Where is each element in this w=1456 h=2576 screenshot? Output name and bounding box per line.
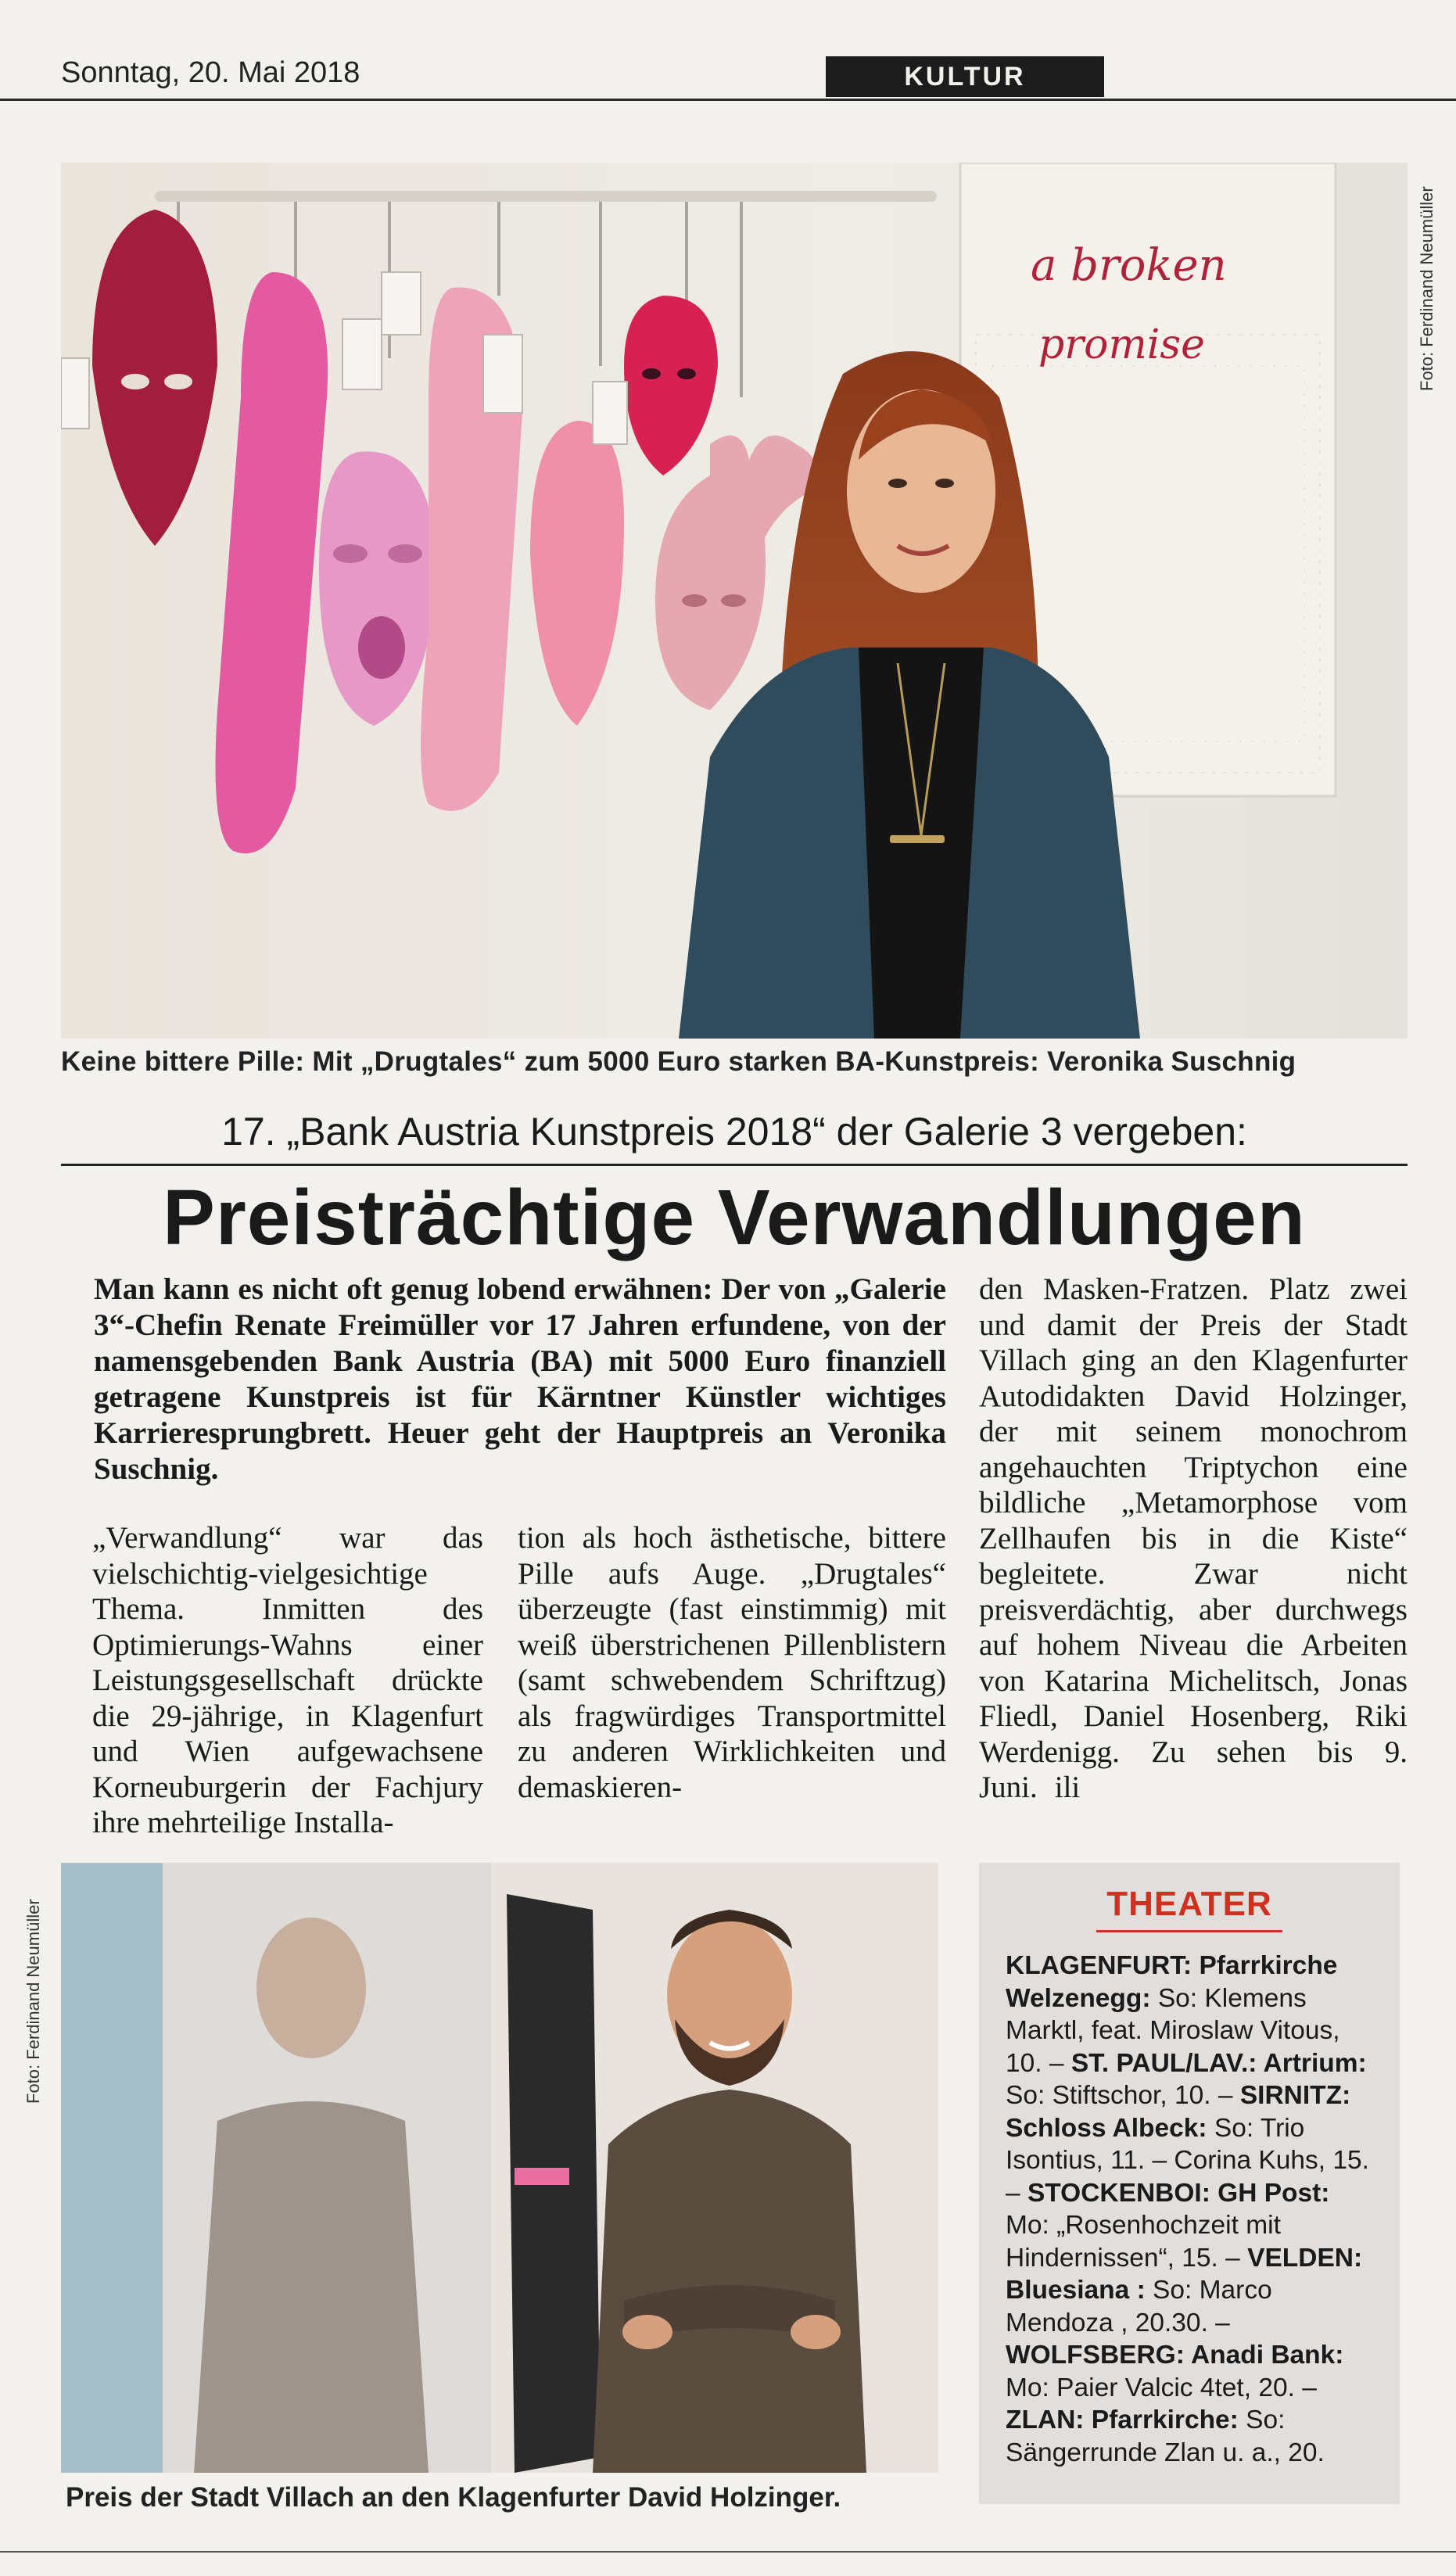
pink-marker [515, 2168, 569, 2185]
listing-place: VELDEN: Bluesiana : [1006, 2243, 1363, 2305]
article-headline: Preisträchtige Verwandlungen [163, 1174, 1306, 1261]
overline-divider [61, 1164, 1408, 1166]
author-signature: ili [1054, 1771, 1081, 1804]
section-label: KULTUR [826, 56, 1104, 97]
theater-listings-box [979, 1863, 1400, 2504]
article-column-2: tion als hoch ästhetische, bittere Pille aufs Auge. „Drugtales“ überzeugte (fast einstimmig) mit weiß überstrichenen Pillenblistern (samt schwebendem Schriftzug) als fragwürdiges Transportmittel zu anderen Wirklichkeiten und demaskieren- [518, 1521, 946, 1804]
article-lead: Man kann es nicht oft genug lobend erwähnen: Der von „Galerie 3“-Chefin Renate Freimüller vor 17 Jahren erfundene, von der namensgebenden Bank Austria (BA) mit 5000 Euro finanziell getragene Kunstpreis ist für Kärntner Künstler wichtiges Karrieresprungbrett. Heuer geht der Hauptpreis an Veronika Suschnig. [94, 1272, 946, 1486]
photo-illustration [61, 163, 1408, 1039]
photo-credit-bottom: Foto: Ferdinand Neumüller [23, 1899, 43, 2104]
listing-place: ZLAN: Pfarrkirche: [1006, 2406, 1239, 2434]
photo-caption-bottom: Preis der Stadt Villach an den Klagenfurter David Holzinger. [66, 2482, 841, 2513]
listing-details: So: Marco Mendoza , 20.30. – [1006, 2276, 1272, 2337]
theater-title: THEATER [1106, 1885, 1272, 1923]
listing-place: ST. PAUL/LAV.: Artrium: [1070, 2048, 1367, 2078]
listing-details: So: Klemens Marktl, feat. Miroslaw Vitous, 10. – [1006, 1983, 1340, 2078]
listing-place: STOCKENBOI: GH Post: [1027, 2178, 1330, 2208]
listing-place: WOLFSBERG: Anadi Bank: [1006, 2341, 1344, 2370]
hanging-rail [155, 191, 937, 202]
wall-text-line2: promise [1038, 321, 1205, 368]
listing-details: Mo: „Rosenhochzeit mit Hindernissen“, 15. – [1006, 2211, 1281, 2273]
photo-caption-top: Keine bittere Pille: Mit „Drugtales“ zum 5000 Euro starken BA-Kunstpreis: Veronika Suschnig [61, 1046, 1296, 1077]
photo-artist-veronika-suschnig [61, 163, 1408, 1039]
listing-details: So: Stiftschor, 10. – [1006, 2081, 1240, 2110]
photo-david-holzinger [61, 1863, 938, 2473]
glass-edge [61, 1863, 163, 2473]
issue-date: Sonntag, 20. Mai 2018 [61, 56, 360, 89]
footer-divider [0, 2551, 1456, 2553]
article-column-1: „Verwandlung“ war das vielschichtig-vielgesichtige Thema. Inmitten des Optimierungs-Wahns einer Leistungsgesellschaft drückte die 29-jährige, in Klagenfurt und Wien aufgewachsene Korneuburgerin der Fachjury ihre mehrteilige Installa- [92, 1521, 483, 1839]
listing-place: SIRNITZ: Schloss Albeck: [1006, 2081, 1351, 2143]
article-column-3 [979, 1272, 1408, 1806]
photo-credit-top: Foto: Ferdinand Neumüller [1417, 186, 1436, 391]
listing-details: Mo: Paier Valcic 4tet, 20. – [1006, 2373, 1317, 2402]
theater-title-underline [1096, 1930, 1282, 1932]
wall-text-line1: a broken [1031, 240, 1227, 291]
listing-details: So: Sängerrunde Zlan u. a., 20. [1006, 2406, 1325, 2467]
article-overline: 17. „Bank Austria Kunstpreis 2018“ der Galerie 3 vergeben: [221, 1110, 1247, 1153]
article-column-3-text: den Masken-Fratzen. Platz zwei und damit der Preis der Stadt Villach ging an den Klagenfurter Autodidakten David Holzinger, der mit seinem monochrom angehauchten Triptychon eine bildliche „Metamorphose vom Zellhaufen bis in die Kiste“ begleitete. Zwar nicht preisverdächtig, aber durchwegs auf hohem Niveau die Arbeiten von Katarina Michelitsch, Jonas Fliedl, Daniel Hosenberg, Riki Werdenigg. Zu sehen bis 9. Juni. [979, 1272, 1408, 1804]
theater-listings [1006, 1950, 1373, 2469]
listing-place: KLAGENFURT: Pfarrkirche Welzenegg: [1006, 1951, 1338, 2013]
listing-details: So: Trio Isontius, 11. – Corina Kuhs, 15. – [1006, 2113, 1369, 2208]
photo-illustration-bottom [61, 1863, 938, 2473]
header-divider [0, 99, 1456, 101]
